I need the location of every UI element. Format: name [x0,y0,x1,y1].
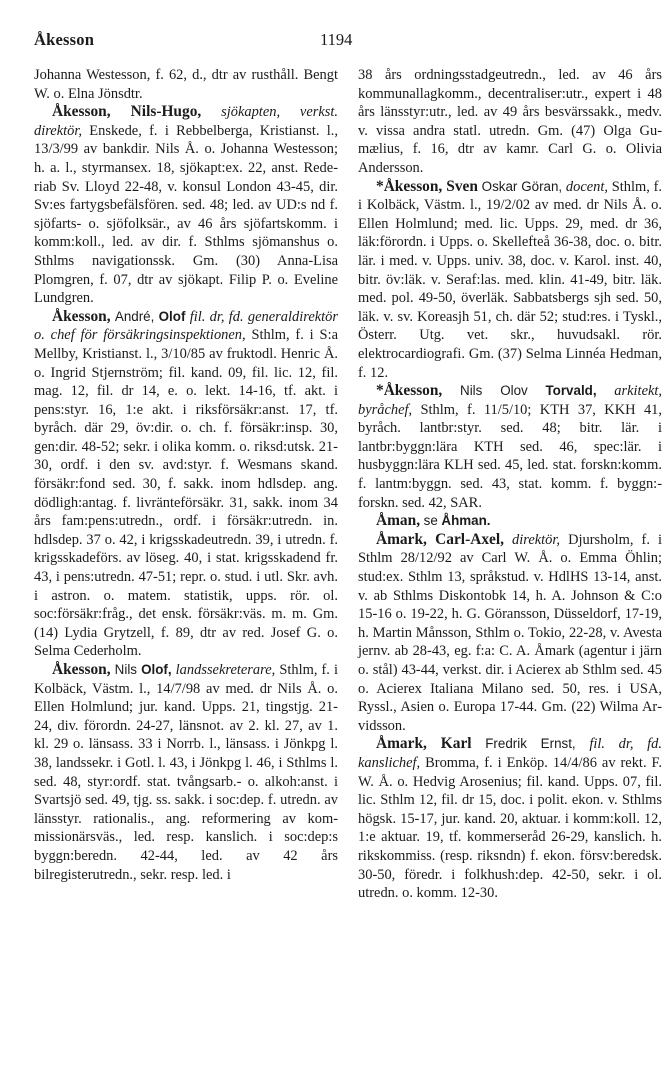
entry-text: Sthlm, f. i Kolbäck, Västm. l., 19/2/02 av med. dr Nils Å. o. Ellen Holmlund; med. lic. Upps. 29, med. dr 36, läk:förordn. i Upps. o. Skellefteå 36-38, doc. o. bitr. lär. i med. v. Upps. univ. 38, doc. v. Karol. inst. 40, bitr. öv:läk. v. Seraf:las. med. klin. 41-49, bitr. läk. med. pol. 49-50, överläk. Sabbatsbergs sjh sed. 50, läk. v. sv. Koreasjh 51, ch. där 52; stud:res. i Tyskl., Österr. Utg. vet. skr., huvudsakl. rör. elektrocardiografi. Gm. (37) Selma Linnéa Hedman, f. 12. [358,178,663,381]
entry-surname: *Åkesson, Sven [376,177,478,195]
entry-text: Bromma, f. i Enköp. 14/4/86 av rekt. F. W. Å. o. Hedvig Arosenius; fil. kand. Upps. 07, fil. lic. Sthlm 12, fil. dr 15, doc. i polit. ekon. v. Sthlms högsk. 15-17, jur. kand. 20, aktuar. i komm:koll. 12, 1:e aktuar. 19, tf. kommerseråd 26-29, kanslich. h. rikskommiss. (resp. riksndn) f. ekon. försv:beredsk. 30-50, föredr. i folkhush:dep. 42-50, sekr. i ol. utredn. o. komm. 12-30. [358,754,662,902]
entry-surname: Åkesson, Nils-Hugo, [52,103,202,121]
entry-text: Djursholm, f. i Sthlm 28/12/92 av Carl W. Å. o. Emma Öhlin; stud:ex. Sthlm 13, språkstud. v. HdlHS 13-14, anst. v. ab Sthlms Diskontobk 14, h. A. Johnson & C:o 15-16 o. 19-22, h. G. Göransson, Düsseldorf, 17-19, h. Martin Månsson, Sthlm o. Tokio, 22-28, v. Avesta jernv. ab 28-43, eg. f:a: C. A. Åmark (agentur i järn o. stål) 43-44, verkst. dir. i Acierex ab Sthlm sed. 45 o. Acierex Italiana Milano sed. 50, res. i USA, Ryssl., Asien o. Europa 17-44. Gm. (22) Wilma Arvidsson. [358,531,662,734]
entry-title: direktör, [512,531,561,548]
biography-entry [358,735,662,902]
entry-text: Sthlm, f. i Kolbäck, Västm. l., 14/7/98 av med. dr Nils Å. o. Ellen Holmlund; jur. kand. Upps. 21, tingstjg. 21-24, div. förordn. 24-27, länsnot. av 2. kl. 27, av 1. kl. 29 o. länsass. 33 i Norrb. l., länsass. i Jönkpg l. 38, landssekr. i Gotl. l. 43, i Jönkpg l. 46, i Sthlms l. sed. 48, styr:ordf. stat. tvångsarb.- o. alkoh:anst. i Svartsjö sed. 49, tjg. ss. sakk. i soc:dep. f. utredn. av länsstyr. rationalis., ang. reformering av kommissionärsväs., led. resp. kanslich. i soc:dep:s byggn:beredn. 42-44, led. av 42 års bilregisterutredn., sekr. resp. led. i [34,662,339,883]
entry-given-names: Nils [114,662,137,677]
entry-surname: Åmark, Karl [376,735,472,753]
entry-surname: Åmark, Carl-Axel, [376,530,504,548]
entry-surname: Åkesson, [52,307,111,325]
right-column [358,66,662,903]
page-number: 1194 [320,30,353,49]
entry-title: sjökapten, verkst. direktör, [34,104,338,139]
entry-given-name-primary: Torvald, [545,383,597,399]
running-head-name: Åkesson [34,30,95,49]
entry-surname: Åkesson, [52,661,111,678]
entry-given-name-primary: Olof, [141,662,172,677]
biography-entry [358,382,662,512]
biography-entry [358,178,662,383]
biography-entry [34,66,338,103]
biography-entry [34,661,338,884]
entry-given-names: se [423,513,438,529]
entry-given-names: Fredrik Ernst, [485,736,576,752]
biography-entry [34,308,338,661]
biography-entry [358,531,662,736]
entry-title: fil. dr, fd. generaldirektör o. chef för försäkringsinspektionen, [34,308,339,344]
entry-text: Johanna Westesson, f. 62, d., dtr av rusthåll. Bengt W. o. Elna Jönsdtr. [34,67,338,102]
entry-title: landssekreterare, [175,662,276,678]
entry-surname: *Åkesson, [376,382,443,400]
left-column [34,66,338,884]
entry-text: Enskede, f. i Rebbelberga, Kristianst. l., 13/3/99 av bankdir. Nils Å. o. Johanna Westesson; h. a. l., styrmansex. 18, sjökapt:ex. 22, anst. Rederiab Sv. Lloyd 22-48, v. konsul London 43-45, dir. Sv:es fartygsbefälsfören. sed. 48; led. av UD:s nd f. sjöfarts- o. sjöfolksär., av 46 års sjöfartskomm. i komm:koll., led. av dir. f. Sthlms sjömanshus o. Sthlms navigationssk. Gm. (30) Anna-Lisa Plomgren, f. 07, dtr av sjökapt. Filip P. o. Eveline Lundgren. [34,122,339,307]
entry-surname: Åman, [376,512,421,530]
entry-given-names: Nils Olov [460,383,528,399]
running-header [34,30,642,54]
entry-text: 38 års ordningsstadgeutredn., led. av 46 års kommunallagkomm., decentraliser:utr., expert i 48 års länsstyr:utr., led. av 49 års besvärssakk., medv. v. vissa andra statl. utredn. Gm. (47) Olga Gumælius, f. 16, dtr av kamr. Carl G. o. Olivia Andersson. [358,67,662,176]
entry-title: fil. dr, fd. kanslichef, [358,736,662,771]
biography-entry [34,103,338,308]
entry-given-name-primary: Olof [158,308,186,324]
entry-given-name-primary: Åhman. [441,513,491,529]
biography-entry [358,512,662,531]
entry-title: arkitekt, byråchef, [358,383,663,418]
biography-entry [358,66,662,178]
entry-text: Sthlm, f. i S:a Mellby, Kristianst. l., 3/10/85 av fruktodl. Henric Å. o. Ingrid Stjernström; fil. kand. 09, fil. lic. 12, fil. mag. 12, fil. dr 14, e. o. lekt. 14-16, tf. akt. i pens:styr. 16, 1:e akt. i riksförsäkr:anst. 17, tf. byråch. där 29, öv:dir. o. ch. f. försäkr:insp. 30, gen:dir. 48-52; sekr. i olika komm. o. riksd:utsk. 21-30, ordf. i den sv. avd:styr. f. Wesmans skand. försäkr:fond sed. 30, f. sakk. inom hdlsdep. ang. dödligh:antag. f. livränteförsäkr. 31, sakk. inom 34 års fam:pens:utredn., ordf. i försäkr:utredn. in. hdlsdep. 37 o. 42, i krigsskadeutredn. 39, i utredn. f. krigsskadeförs. av löseg. 40, i stat. krigsskadend fr. 43, i pens:utredn. 47-51; repr. o. stud. i utl. Skr. avh. i astron. o. matem. statistik, upps. rör. ol. soc:försäkr:fråg., det ensk. försäkr:väs. m. m. Gm. (14) Lydia Grytzell, f. 89, dtr av red. Josef G. o. Selma Cederholm. [34,327,338,660]
entry-title: docent, [565,178,609,195]
entry-text: Sthlm, f. 11/5/10; KTH 37, KKH 41, byråch. lantbr:styr. sed. 48; bitr. lär. i lantbr:byggn:lära KTH sed. 46, spec:lär. i husbyggn:lära KLH sed. 45, led. stat. forskn:komm. f. lantm:byggn. sed. 43, stat. komm. f. byggn:forskn. sed. 42, SAR. [358,401,662,511]
entry-given-names: André, [114,308,155,324]
entry-given-names: Oskar Göran, [481,178,563,194]
